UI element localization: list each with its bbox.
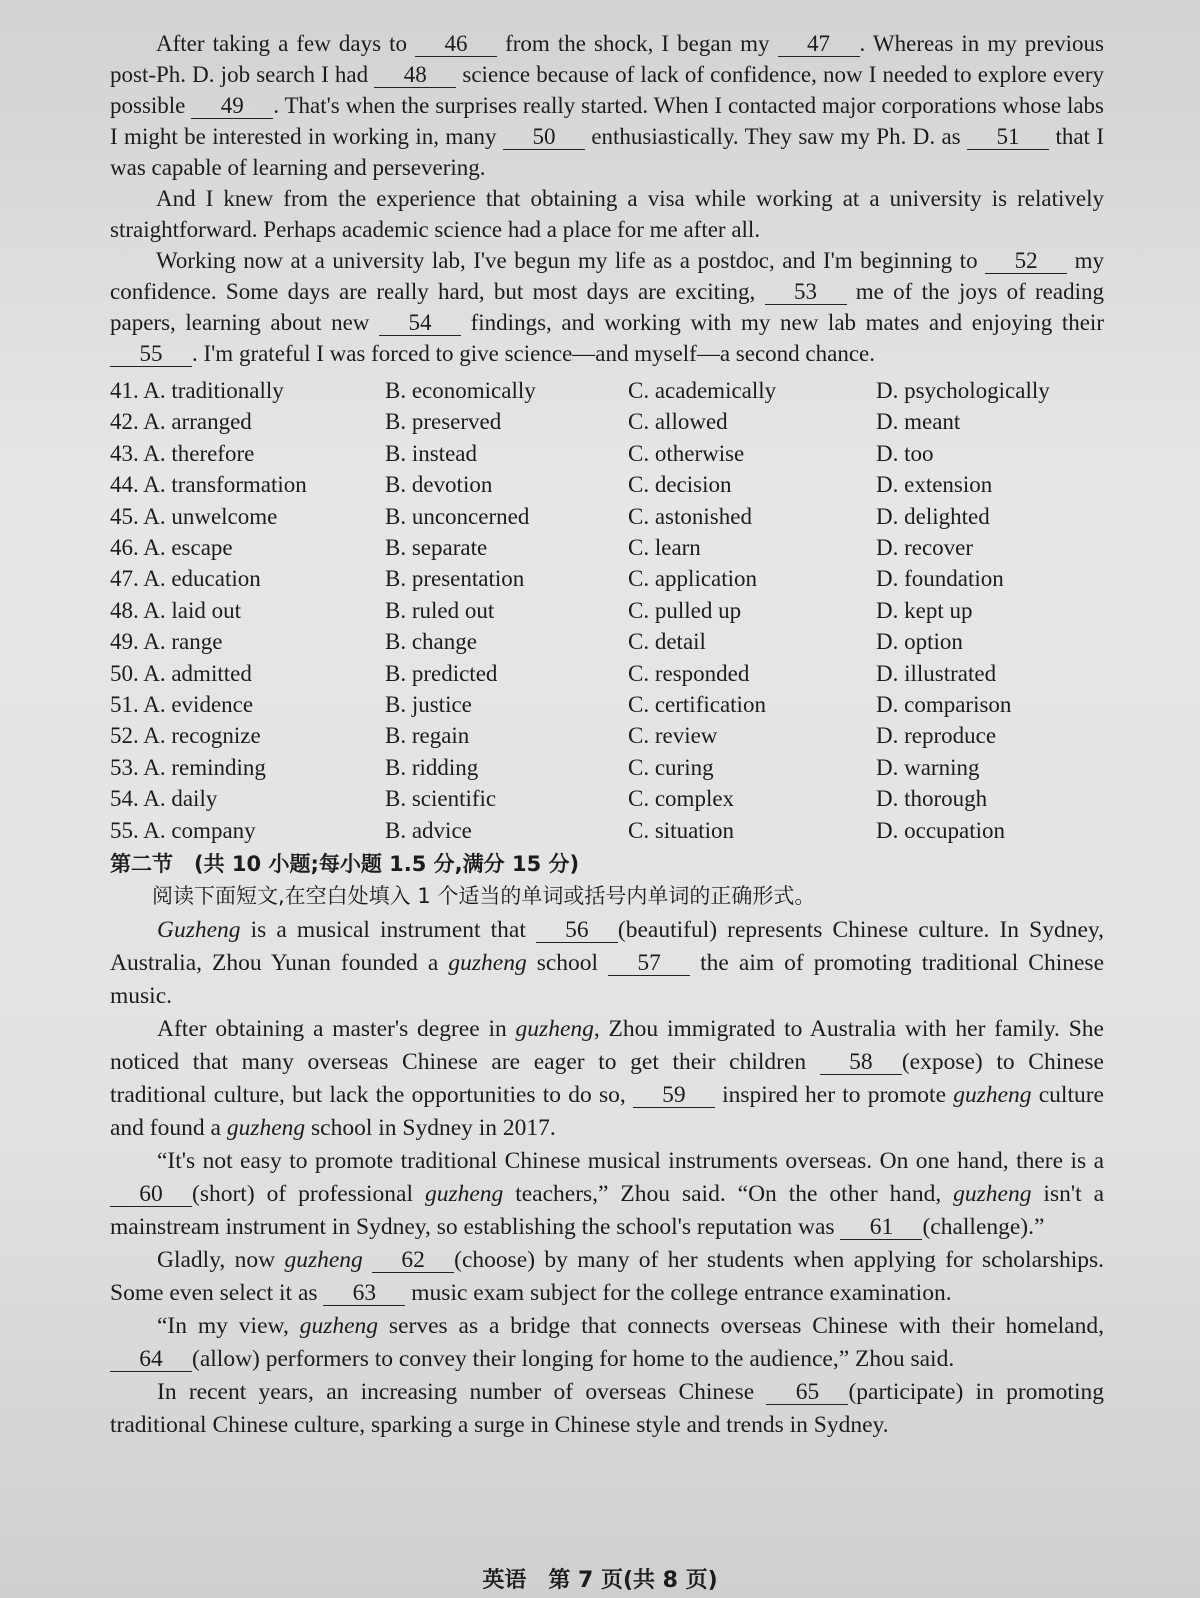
text: In recent years, an increasing number of overseas Chinese <box>157 1379 767 1406</box>
text: me of the joys of reading papers, learning about new <box>110 279 1104 335</box>
option-b: B. ridding <box>385 754 479 780</box>
option-row <box>110 720 1104 751</box>
text <box>363 1247 372 1273</box>
section-two <box>110 848 1104 1442</box>
option-b: B. change <box>385 629 477 655</box>
option-row <box>110 469 1104 500</box>
blank-56: 56 <box>536 918 618 943</box>
text: After taking a few days to <box>156 31 416 56</box>
blank-62: 62 <box>372 1248 454 1273</box>
option-row <box>110 595 1104 626</box>
blank-59: 59 <box>633 1083 715 1108</box>
option-d: D. warning <box>876 754 980 780</box>
answer-options <box>110 375 1104 846</box>
italic-word: guzheng <box>448 950 527 977</box>
italic-word: guzheng <box>953 1181 1032 1208</box>
blank-49: 49 <box>191 94 273 119</box>
option-b: B. advice <box>385 817 472 843</box>
text: Gladly, now <box>157 1247 285 1274</box>
text: performers to convey their longing for home to the audience,” Zhou said. <box>259 1346 955 1373</box>
option-a: 52. A. recognize <box>110 723 261 749</box>
blank-63: 63 <box>323 1281 405 1306</box>
option-a: 49. A. range <box>110 629 223 655</box>
text: to Chinese traditional culture, but lack the opportunities to do so, <box>110 1049 1104 1109</box>
option-d: D. illustrated <box>876 660 997 686</box>
text: culture and found a <box>110 1082 1104 1142</box>
option-d: D. reproduce <box>876 723 997 749</box>
option-b: B. scientific <box>385 786 497 812</box>
text: findings, and working with my new lab mates and enjoying their <box>461 310 1104 335</box>
text: that I was capable of learning and persevering. <box>110 124 1104 180</box>
option-a: 53. A. reminding <box>110 754 266 780</box>
paragraph: And I knew from the experience that obtaining a visa while working at a university is relatively straightforward. Perhaps academic science had a place for me after all. <box>110 186 1104 242</box>
option-b: B. predicted <box>385 660 498 686</box>
option-c: C. learn <box>628 535 701 561</box>
blank-61: 61 <box>840 1215 922 1240</box>
cloze-passage <box>110 28 1104 369</box>
option-row <box>110 501 1104 532</box>
option-c: C. otherwise <box>628 440 745 466</box>
text: the aim of promoting traditional Chinese music. <box>110 950 1105 1010</box>
option-c: C. academically <box>628 378 777 403</box>
option-c: C. complex <box>628 786 735 812</box>
text: by many of her students when applying for scholarships. Some even select it as <box>110 1247 1105 1307</box>
hint: (beautiful) <box>617 917 718 944</box>
text: serves as a bridge that connects overseas Chinese with their homeland, <box>378 1313 1104 1340</box>
option-c: C. application <box>628 566 758 592</box>
italic-word: guzheng <box>953 1082 1032 1109</box>
blank-55: 55 <box>110 342 192 367</box>
text: . I'm grateful I was forced to give science—and myself—a second chance. <box>192 341 876 366</box>
option-d: D. comparison <box>876 692 1012 718</box>
option-c: C. allowed <box>628 409 728 435</box>
text: teachers,” Zhou said. “On the other hand, <box>503 1181 954 1208</box>
blank-60: 60 <box>110 1182 192 1207</box>
hint: (short) <box>192 1181 255 1208</box>
option-row <box>110 532 1104 563</box>
blank-48: 48 <box>374 63 456 88</box>
text: . That's when the surprises really started. When I contacted major corporations whose labs I might be interested in working in, many <box>110 93 1104 149</box>
section-instruction: 阅读下面短文,在空白处填入 1 个适当的单词或括号内单词的正确形式。 <box>152 884 816 909</box>
text: in promoting traditional Chinese culture, sparking a surge in Chinese style and trends in Sydney. <box>110 1379 1104 1439</box>
option-c: C. curing <box>628 754 714 780</box>
text: my confidence. Some days are really hard, but most days are exciting, <box>110 248 1104 304</box>
blank-47: 47 <box>778 32 860 57</box>
option-row <box>110 815 1104 846</box>
option-a: 45. A. unwelcome <box>110 503 278 529</box>
blank-65: 65 <box>766 1380 848 1405</box>
italic-word: guzheng <box>284 1247 363 1274</box>
option-row <box>110 783 1104 814</box>
paragraph <box>110 1145 1104 1244</box>
italic-word: guzheng <box>424 1181 504 1208</box>
text: “It's not easy to promote traditional Chinese musical instruments overseas. On one hand, there is a <box>157 1148 1104 1175</box>
option-a: 41. A. traditionally <box>110 378 284 403</box>
hint: (allow) <box>192 1346 260 1373</box>
text: .” <box>1028 1214 1045 1241</box>
option-c: C. situation <box>628 817 735 843</box>
option-a: 48. A. laid out <box>110 597 241 623</box>
blank-52: 52 <box>985 249 1067 274</box>
text: school <box>526 950 609 977</box>
option-b: B. justice <box>385 692 472 718</box>
text: is a musical instrument that <box>240 917 536 944</box>
option-a: 54. A. daily <box>110 786 218 812</box>
option-row <box>110 406 1104 437</box>
option-d: D. too <box>876 440 934 466</box>
option-c: C. detail <box>628 629 706 655</box>
option-row <box>110 626 1104 657</box>
option-d: D. meant <box>876 409 961 435</box>
option-d: D. psychologically <box>876 378 1050 403</box>
option-a: 46. A. escape <box>110 535 233 561</box>
option-row <box>110 752 1104 783</box>
option-row <box>110 689 1104 720</box>
paragraph <box>110 1310 1104 1376</box>
page-footer: 英语 第 7 页(共 8 页) <box>482 1568 718 1593</box>
option-row <box>110 375 1104 406</box>
option-c: C. certification <box>628 692 766 718</box>
option-b: B. ruled out <box>385 597 495 623</box>
blank-54: 54 <box>379 311 461 336</box>
text: of professional <box>254 1181 425 1208</box>
option-b: B. preserved <box>385 409 502 435</box>
option-b: B. instead <box>385 440 477 466</box>
option-row <box>110 658 1104 689</box>
hint: (challenge) <box>922 1214 1029 1241</box>
option-d: D. delighted <box>876 503 990 529</box>
text: After obtaining a master's degree in <box>157 1016 516 1043</box>
option-a: 42. A. arranged <box>110 409 252 435</box>
hint: (expose) <box>901 1049 983 1076</box>
text: from the shock, I began my <box>497 31 778 56</box>
text: “In my view, <box>157 1313 300 1340</box>
option-c: C. responded <box>628 660 750 686</box>
text: isn't a mainstream instrument in Sydney, so establishing the school's reputation was <box>110 1181 1104 1241</box>
paragraph <box>110 914 1104 1013</box>
option-a: 47. A. education <box>110 566 261 592</box>
option-row <box>110 563 1104 594</box>
option-row <box>110 438 1104 469</box>
option-d: D. foundation <box>876 566 1004 592</box>
text: represents Chinese culture. In Sydney, Australia, Zhou Yunan founded a <box>110 917 1104 977</box>
option-d: D. thorough <box>876 786 988 812</box>
hint: (participate) <box>848 1379 964 1406</box>
option-a: 44. A. transformation <box>110 472 307 498</box>
option-c: C. astonished <box>628 503 752 529</box>
text: science because of lack of confidence, now I needed to explore every possible <box>110 62 1104 118</box>
option-b: B. regain <box>385 723 470 749</box>
option-d: D. recover <box>876 535 974 561</box>
text: , Zhou immigrated to Australia with her family. She noticed that many overseas Chinese are eager to get their children <box>110 1016 1104 1076</box>
option-b: B. economically <box>385 378 536 403</box>
section-title: 第二节 (共 10 小题;每小题 1.5 分,满分 15 分) <box>110 852 580 877</box>
blank-53: 53 <box>765 280 847 305</box>
paragraph <box>110 245 1104 369</box>
italic-word: guzheng <box>515 1016 594 1043</box>
option-c: C. review <box>628 723 718 749</box>
blank-51: 51 <box>967 125 1049 150</box>
option-a: 51. A. evidence <box>110 692 254 718</box>
text: inspired her to promote <box>714 1082 954 1109</box>
option-c: C. decision <box>628 472 732 498</box>
option-a: 50. A. admitted <box>110 660 252 686</box>
paragraph <box>110 1376 1104 1442</box>
option-b: B. presentation <box>385 566 525 592</box>
text: enthusiastically. They saw my Ph. D. as <box>584 124 968 149</box>
paragraph <box>110 1244 1104 1310</box>
text: school in Sydney in 2017. <box>305 1115 556 1142</box>
option-d: D. extension <box>876 472 993 498</box>
option-c: C. pulled up <box>628 597 742 623</box>
text: Working now at a university lab, I've begun my life as a postdoc, and I'm beginning to <box>156 248 986 273</box>
text: music exam subject for the college entrance examination. <box>405 1280 952 1307</box>
option-b: B. separate <box>385 535 488 561</box>
italic-word: guzheng <box>226 1115 306 1142</box>
paragraph <box>110 28 1104 183</box>
option-a: 55. A. company <box>110 817 256 843</box>
blank-58: 58 <box>820 1050 902 1075</box>
text: . Whereas in my previous post-Ph. D. job search I had <box>110 31 1104 87</box>
blank-64: 64 <box>110 1347 192 1372</box>
option-b: B. devotion <box>385 472 493 498</box>
italic-word: Guzheng <box>157 917 241 944</box>
option-a: 43. A. therefore <box>110 440 255 466</box>
blank-50: 50 <box>503 125 585 150</box>
hint: (choose) <box>454 1247 536 1274</box>
option-d: D. kept up <box>876 597 973 623</box>
option-d: D. option <box>876 629 963 655</box>
blank-46: 46 <box>415 32 497 57</box>
paragraph <box>110 1013 1104 1145</box>
blank-57: 57 <box>608 951 690 976</box>
option-d: D. occupation <box>876 817 1006 843</box>
option-b: B. unconcerned <box>385 503 530 529</box>
italic-word: guzheng <box>299 1313 379 1340</box>
grammar-passage <box>110 914 1104 1442</box>
